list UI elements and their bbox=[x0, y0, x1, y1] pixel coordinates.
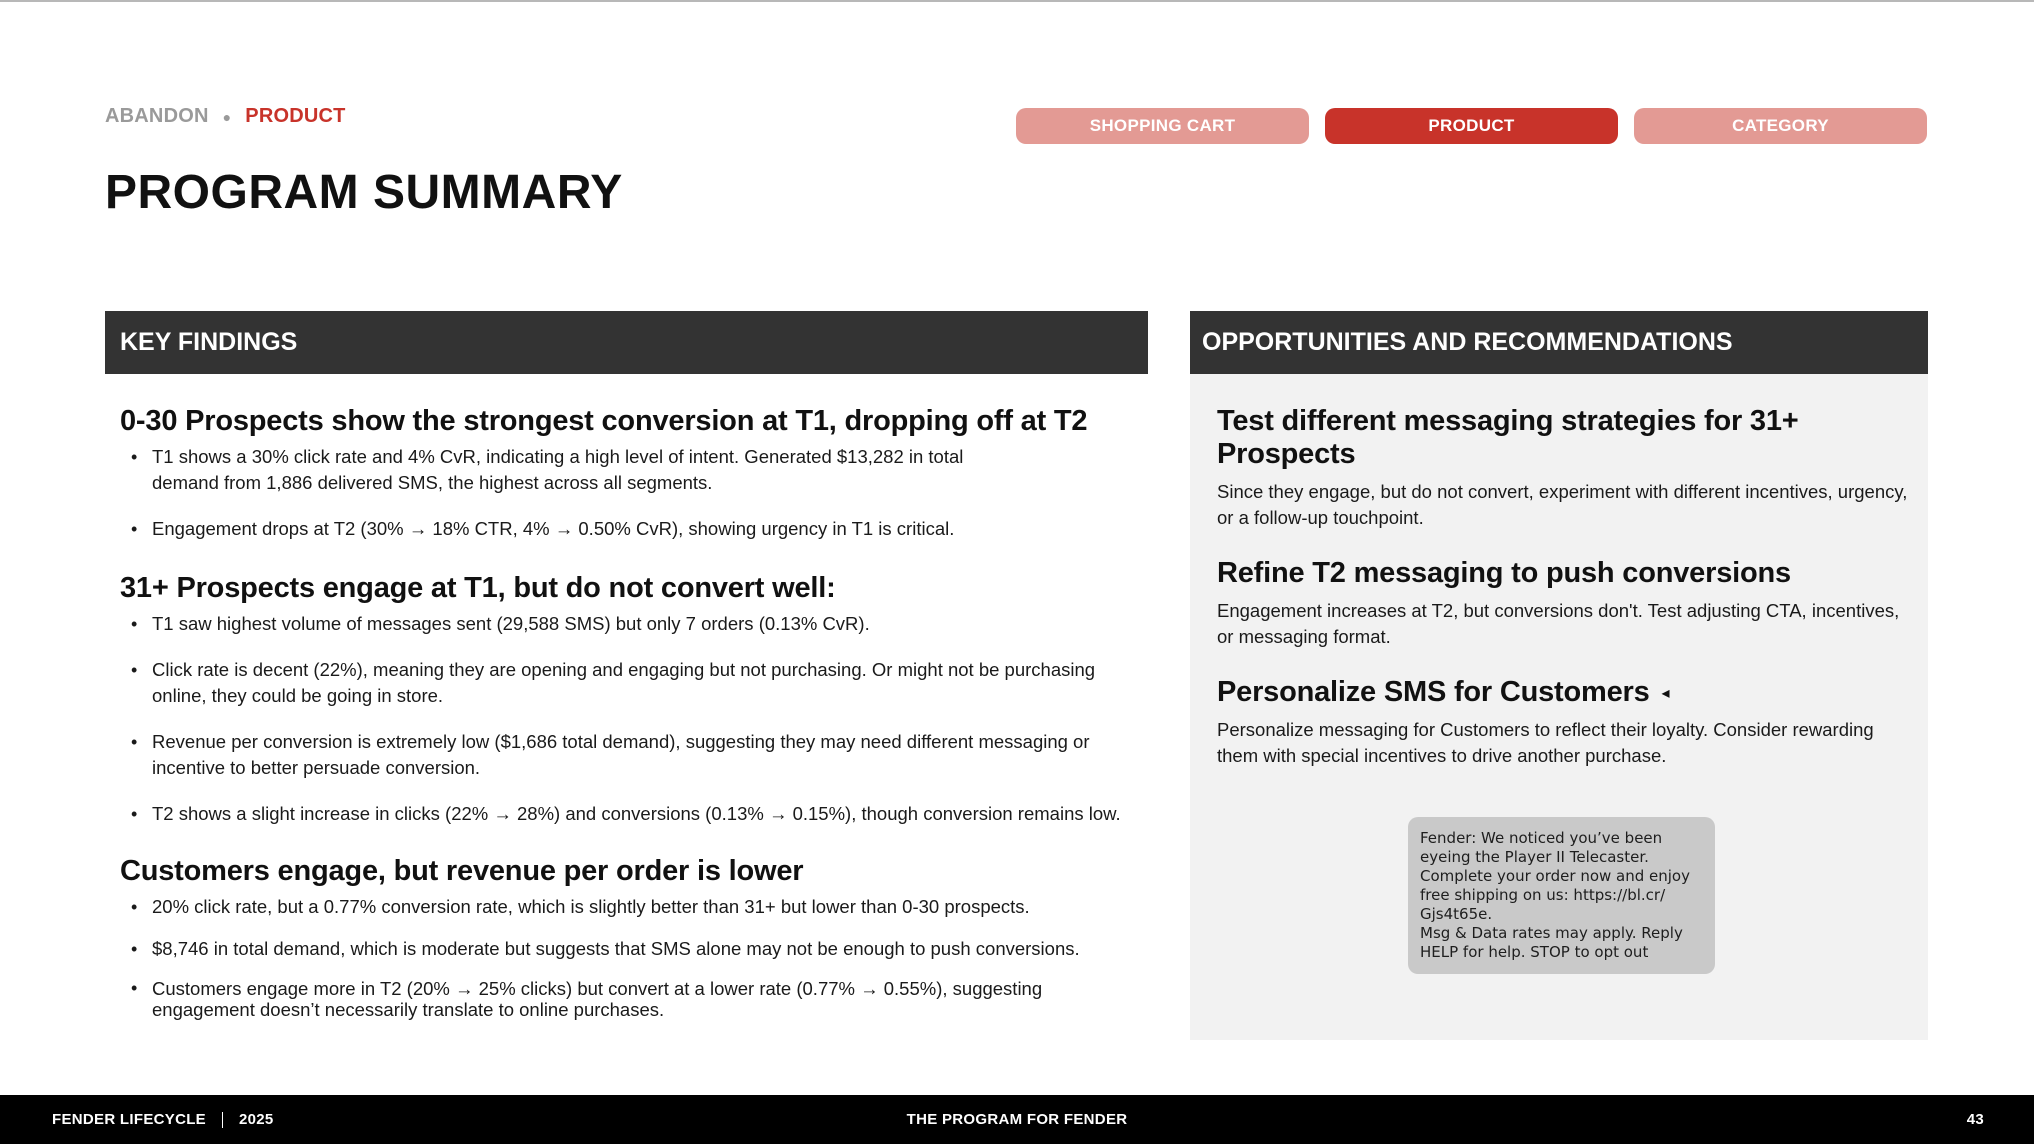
finding-bullet: • T2 shows a slight increase in clicks (22% → 28%) and conversions (0.13% → 0.15%), though conversion remains low. bbox=[120, 801, 1140, 827]
sms-line: eyeing the Player II Telecaster. bbox=[1420, 848, 1649, 866]
tab-product[interactable]: PRODUCT bbox=[1325, 108, 1618, 144]
finding-bullet: • Revenue per conversion is extremely low ($1,686 total demand), suggesting they may need different messaging or incentive to better persuade conversion. bbox=[120, 729, 1147, 781]
recommendation-title: Personalize SMS for Customers ◂ bbox=[1217, 676, 1670, 708]
finding-bullet: • T1 shows a 30% click rate and 4% CvR, indicating a high level of intent. Generated $13,282 in total demand from 1,886 delivered SMS, the highest across all segments. bbox=[120, 444, 1032, 496]
recommendations-content bbox=[1217, 405, 1917, 769]
recommendation-item bbox=[1217, 557, 1917, 650]
recommendation-title: Test different messaging strategies for 31+ Prospects bbox=[1217, 405, 1799, 470]
finding-bullet: • Engagement drops at T2 (30% → 18% CTR, 4% → 0.50% CvR), showing urgency in T1 is critical. bbox=[120, 516, 1140, 542]
finding-section bbox=[120, 855, 1140, 1020]
finding-title: 0-30 Prospects show the strongest conversion at T1, dropping off at T2 bbox=[120, 405, 1088, 437]
finding-section bbox=[120, 405, 1140, 542]
tab-category[interactable]: CATEGORY bbox=[1634, 108, 1927, 144]
recommendation-item bbox=[1217, 676, 1917, 769]
page-title: PROGRAM SUMMARY bbox=[105, 166, 623, 219]
sms-line: Msg & Data rates may apply. Reply bbox=[1420, 924, 1683, 942]
left-triangle-icon: ◂ bbox=[1661, 684, 1670, 702]
recommendation-text: Personalize messaging for Customers to reflect their loyalty. Consider rewarding them with special incentives to drive another purchase. bbox=[1217, 719, 1874, 766]
breadcrumb-separator: ● bbox=[222, 108, 232, 125]
top-border bbox=[0, 0, 2034, 2]
page-number: 43 bbox=[1966, 1111, 1984, 1128]
sms-message-bubble bbox=[1408, 817, 1715, 974]
key-findings-header: KEY FINDINGS bbox=[105, 311, 1148, 374]
sms-line: Complete your order now and enjoy bbox=[1420, 867, 1690, 885]
sms-line: Gjs4t65e. bbox=[1420, 905, 1493, 923]
finding-bullets bbox=[120, 894, 1140, 1020]
finding-bullet: • Customers engage more in T2 (20% → 25% clicks) but convert at a lower rate (0.77% → 0.55%), suggesting engagement doesn’t necessarily translate to online purchases. bbox=[120, 978, 1052, 1020]
finding-bullet: • 20% click rate, but a 0.77% conversion rate, which is slightly better than 31+ but lower than 0-30 prospects. bbox=[120, 894, 1140, 920]
recommendations-header: OPPORTUNITIES AND RECOMMENDATIONS bbox=[1190, 311, 1928, 374]
key-findings-content bbox=[120, 405, 1140, 1020]
recommendation-title: Refine T2 messaging to push conversions bbox=[1217, 557, 1791, 589]
footer-year: 2025 bbox=[238, 1111, 274, 1128]
finding-title: Customers engage, but revenue per order is lower bbox=[120, 855, 804, 887]
tab-bar bbox=[1016, 108, 1927, 144]
finding-bullets bbox=[120, 444, 1140, 542]
finding-bullets bbox=[120, 611, 1140, 827]
sms-line: HELP for help. STOP to opt out bbox=[1420, 943, 1649, 961]
recommendation-text: Engagement increases at T2, but conversions don't. Test adjusting CTA, incentives, or messaging format. bbox=[1217, 600, 1900, 647]
finding-title: 31+ Prospects engage at T1, but do not convert well: bbox=[120, 572, 836, 604]
sms-line: Fender: We noticed you’ve been bbox=[1420, 829, 1663, 847]
footer bbox=[0, 1095, 2034, 1144]
finding-bullet: • $8,746 in total demand, which is moderate but suggests that SMS alone may not be enough to push conversions. bbox=[120, 936, 1140, 962]
breadcrumb bbox=[105, 105, 346, 128]
finding-bullet: • Click rate is decent (22%), meaning they are opening and engaging but not purchasing. Or might not be purchasing online, they could be going in store. bbox=[120, 657, 1152, 709]
breadcrumb-current: PRODUCT bbox=[245, 105, 346, 127]
finding-section bbox=[120, 572, 1140, 827]
recommendation-text: Since they engage, but do not convert, experiment with different incentives, urgency, or a follow-up touchpoint. bbox=[1217, 481, 1908, 528]
recommendation-item bbox=[1217, 405, 1917, 531]
sms-line: free shipping on us: https://bl.cr/ bbox=[1420, 886, 1666, 904]
footer-center-title: THE PROGRAM FOR FENDER bbox=[906, 1111, 1128, 1128]
tab-shopping-cart[interactable]: SHOPPING CART bbox=[1016, 108, 1309, 144]
breadcrumb-parent[interactable]: ABANDON bbox=[105, 105, 209, 127]
finding-bullet: • T1 saw highest volume of messages sent (29,588 SMS) but only 7 orders (0.13% CvR). bbox=[120, 611, 1140, 637]
footer-brand: FENDER LIFECYCLE bbox=[52, 1111, 206, 1128]
